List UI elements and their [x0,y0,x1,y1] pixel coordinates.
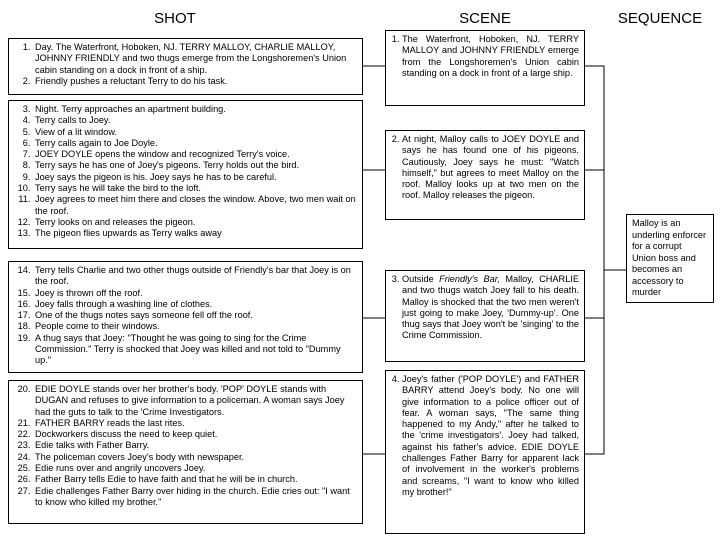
sequence-column-header: SEQUENCE [617,10,703,27]
shot-box-3 [8,261,363,373]
shot-item: 26. Father Barry tells Edie to have faith and that he will be in church. [33,474,357,485]
scene-box-2 [385,130,585,220]
shot-item: 7. JOEY DOYLE opens the window and recognized Terry's voice. [33,149,357,160]
shot-item: 6. Terry calls again to Joe Doyle. [33,138,357,149]
shot-item: 14. Terry tells Charlie and two other thugs outside of Friendly's bar that Joey is on the roof. [33,265,357,288]
shot-item: 23. Edie talks with Father Barry. [33,440,357,451]
shot-box-1 [8,38,363,95]
shot-item: 12. Terry looks on and releases the pigeon. [33,217,357,228]
shot-item: 13. The pigeon flies upwards as Terry walks away [33,228,357,239]
shot-item: 2. Friendly pushes a reluctant Terry to do his task. [33,76,357,87]
shot-item: 22. Dockworkers discuss the need to keep quiet. [33,429,357,440]
shot-item: 15. Joey is thrown off the roof. [33,288,357,299]
scene-box-1 [385,30,585,106]
scene-text-part: Malloy, CHARLIE and two thugs watch Joey fall to his death. Malloy is shocked that the two men weren't just going to make Joey, 'Dummy-up'. One thug says that Joey won't be 'singing' to the Crime Commission. [402,274,579,341]
shot-item: 27. Edie challenges Father Barry over hiding in the church. Edie cries out: "I want to know who killed my brother." [33,486,357,509]
shot-item: 3. Night. Terry approaches an apartment building. [33,104,357,115]
scene-text: 2. At night, Malloy calls to JOEY DOYLE and says he has found one of his pigeons. Cautiously, Joey says he must: "Watch himself," but agrees to meet Malloy on the roof. Malloy looks up at two men on the roof. Malloy releases the pigeon. [402,134,579,202]
shot-item: 19. A thug says that Joey: "Thought he was going to sing for the Crime Commission." Terry is shocked that Joey was killed and not told to "Dummy up." [33,333,357,367]
shot-item: 11. Joey agrees to meet him there and closes the window. Above, two men wait on the roof. [33,194,357,217]
shot-box-4 [8,380,363,524]
scene-text [402,274,579,342]
shot-item: 10. Terry says he will take the bird to the loft. [33,183,357,194]
connector-scene-1-sequence [585,66,626,270]
shot-item: 17. One of the thugs notes says someone fell off the roof. [33,310,357,321]
shot-item: 5. View of a lit window. [33,127,357,138]
shot-item: 20. EDIE DOYLE stands over her brother's body. 'POP' DOYLE stands with DUGAN and refuses to give information to a policeman. A woman says Joey had the guts to talk to the 'Crime Investigators. [33,384,357,418]
scene-box-3 [385,270,585,362]
shot-item: 25. Edie runs over and angrily uncovers Joey. [33,463,357,474]
connector-scene-4-sequence [585,270,604,454]
shot-item: 24. The policeman covers Joey's body with newspaper. [33,452,357,463]
scene-text: 1. The Waterfront, Hoboken, NJ. TERRY MALLOY and JOHNNY FRIENDLY emerge from the Longshoremen's Union cabin standing on a dock in front of a large ship. [402,34,579,79]
scene-text: 4. Joey's father ('POP DOYLE') and FATHER BARRY attend Joey's body. No one will give information to a police officer out of fear. A woman says, "The same thing happened to my Andy," after he talked to the 'crime investigators'. Joey had talked, against his father's advice. EDIE DOYLE challenges Father Barry for apparent lack of involvement in the worker's problems and screams, "I want to know who killed my brother!" [402,374,579,498]
shot-box-2 [8,100,363,249]
shot-column-header: SHOT [154,10,196,27]
shot-item: 4. Terry calls to Joey. [33,115,357,126]
shot-item: 8. Terry says he has one of Joey's pigeons. Terry holds out the bird. [33,160,357,171]
shot-item: 16. Joey falls through a washing line of clothes. [33,299,357,310]
shot-item: 21. FATHER BARRY reads the last rites. [33,418,357,429]
scene-text-italic: Friendly's Bar, [439,274,500,284]
scene-column-header: SCENE [459,10,511,27]
shot-item: 1. Day. The Waterfront, Hoboken, NJ. TERRY MALLOY, CHARLIE MALLOY, JOHNNY FRIENDLY and two thugs emerge from the Longshoremen's Union cabin standing on a dock in front of a ship. [33,42,357,76]
shot-item: 18. People come to their windows. [33,321,357,332]
scene-text-part: Outside [402,274,440,284]
sequence-box: Malloy is an underling enforcer for a corrupt Union boss and becomes an accessory to murder [626,214,714,303]
shot-item: 9. Joey says the pigeon is his. Joey says he has to be careful. [33,172,357,183]
scene-box-4 [385,370,585,534]
